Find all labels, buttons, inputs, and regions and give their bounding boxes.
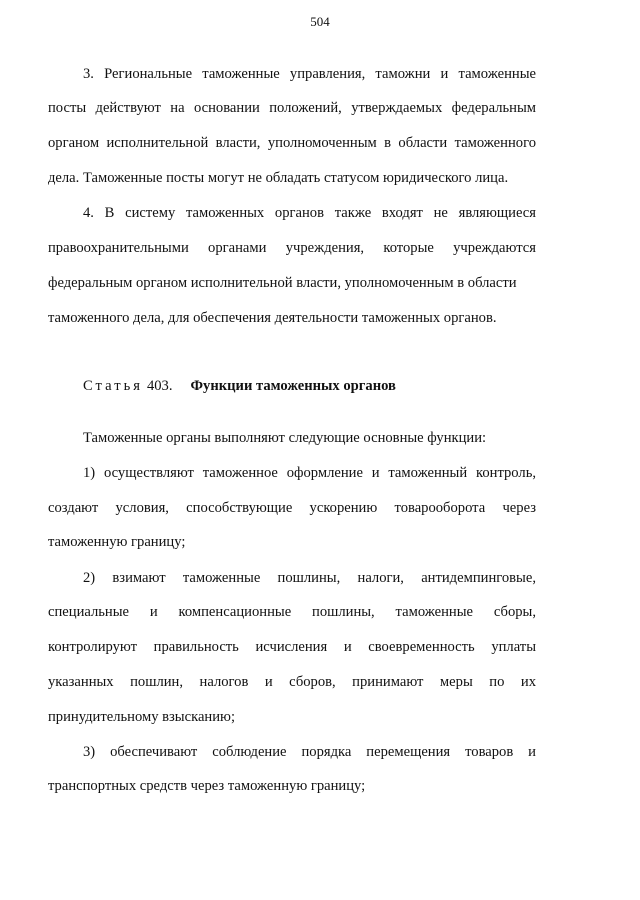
article-label: Статья — [83, 378, 143, 394]
paragraph-line: дела. Таможенные посты могут не обладать статусом юридического лица. — [48, 170, 509, 186]
paragraph-line: создают условия, способствующие ускорению товарооборота через — [48, 500, 536, 516]
paragraph-line: принудительному взысканию; — [48, 709, 236, 725]
paragraph-line: посты действуют на основании положений, утверждаемых федеральным — [48, 100, 536, 116]
paragraph-line: 3) обеспечивают соблюдение порядка перемещения товаров и — [83, 744, 536, 760]
paragraph-line: контролируют правильность исчисления и своевременность уплаты — [48, 639, 536, 655]
paragraph-line: таможенную границу; — [48, 534, 186, 550]
article-title: Функции таможенных органов — [190, 378, 396, 394]
paragraph-line: 2) взимают таможенные пошлины, налоги, антидемпинговые, — [83, 570, 536, 586]
page-number: 504 — [310, 14, 330, 29]
paragraph-line: таможенного дела, для обеспечения деятельности таможенных органов. — [48, 310, 497, 326]
article-number: 403. — [146, 378, 173, 394]
paragraph-line: 3. Региональные таможенные управления, таможни и таможенные — [83, 66, 536, 82]
paragraph-line: федеральным органом исполнительной власти, уполномоченным в области — [48, 275, 517, 291]
paragraph-line: органом исполнительной власти, уполномоченным в области таможенного — [48, 135, 536, 151]
paragraph-line: указанных пошлин, налогов и сборов, принимают меры по их — [48, 674, 536, 690]
intro-line: Таможенные органы выполняют следующие основные функции: — [83, 430, 487, 446]
paragraph-line: транспортных средств через таможенную границу; — [48, 778, 366, 794]
paragraph-line: 4. В систему таможенных органов также входят не являющиеся — [83, 205, 536, 221]
paragraph-line: специальные и компенсационные пошлины, таможенные сборы, — [48, 604, 536, 620]
article-heading — [83, 376, 396, 396]
paragraph-line: 1) осуществляют таможенное оформление и таможенный контроль, — [83, 465, 536, 481]
paragraph-line: правоохранительными органами учреждения, которые учреждаются — [48, 240, 536, 256]
